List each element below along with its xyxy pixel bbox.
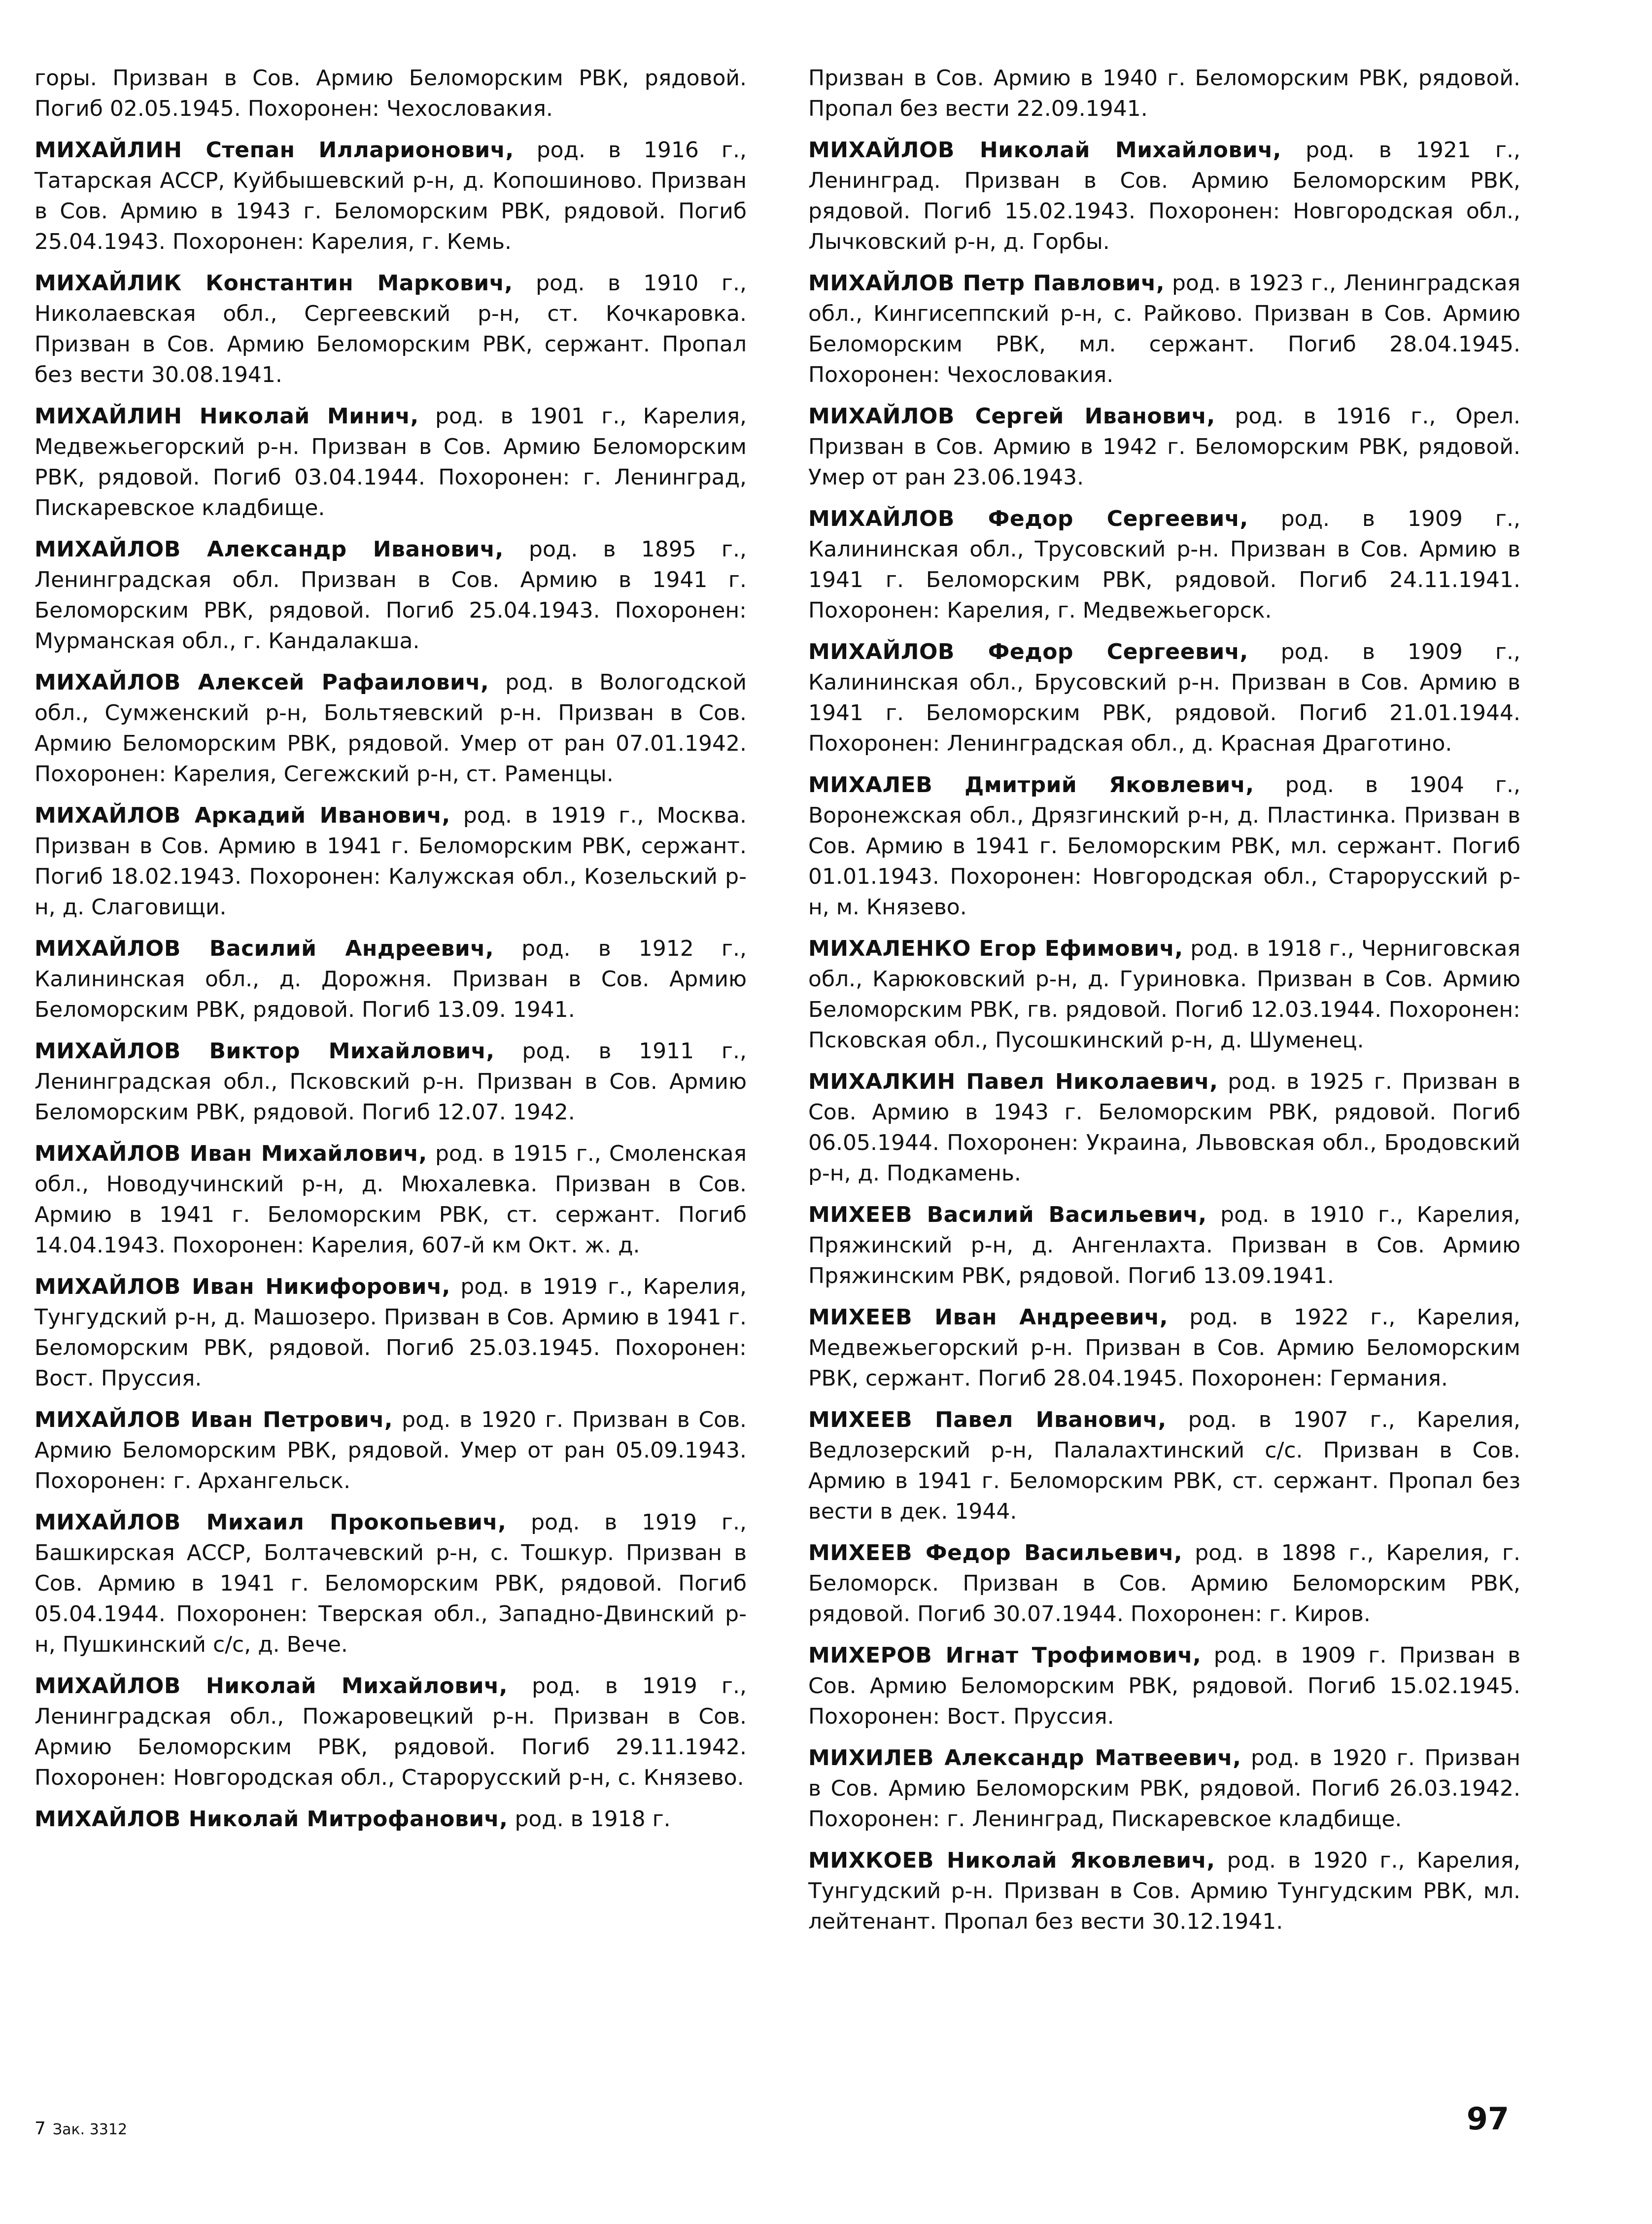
person-name: МИХАЙЛОВ Михаил Прокопьевич, [34, 1510, 507, 1535]
person-details: род. в 1922 г., Карелия, Медвежьегорский р-н. Призван в Сов. Армию Беломорским РВК, сержант. Погиб 28.04.1945. Похоронен: Германия. [808, 1305, 1521, 1391]
biography-entry [34, 1272, 747, 1394]
biography-entry [808, 770, 1520, 923]
biography-entry [808, 401, 1520, 493]
right-column [808, 63, 1520, 1948]
person-name: МИХАЛЕВ Дмитрий Яковлевич, [808, 772, 1254, 798]
person-details: род. в 1916 г., Татарская АССР, Куйбышевский р-н, д. Копошиново. Призван в Сов. Армию в 1943 г. Беломорским РВК, рядовой. Погиб 25.04.1943. Похоронен: Карелия, г. Кемь. [34, 138, 747, 254]
person-name: МИХАЙЛОВ Петр Павлович, [808, 271, 1165, 296]
biography-entry [34, 63, 747, 124]
person-details: род. в 1918 г., Черниговская обл., Карюковский р-н, д. Гуриновка. Призван в Сов. Армию Беломорским РВК, гв. рядовой. Погиб 12.03.1944. Похоронен: Псковская обл., Пусошкинский р-н, д. Шуменец. [808, 936, 1520, 1053]
person-name: МИХЕЕВ Иван Андреевич, [808, 1305, 1168, 1330]
biography-entry [808, 1405, 1520, 1527]
person-details: род. в 1919 г., Ленинградская обл., Пожаровецкий р-н. Призван в Сов. Армию Беломорским РВК, рядовой. Погиб 29.11.1942. Похоронен: Новгородская обл., Старорусский р-н, с. Князево. [34, 1673, 747, 1790]
person-name: МИХАЙЛОВ Николай Митрофанович, [34, 1807, 508, 1832]
person-details: род. в 1909 г., Калининская обл., Трусовский р-н. Призван в Сов. Армию в 1941 г. Беломорским РВК, рядовой. Погиб 24.11.1941. Похоронен: Карелия, г. Медвежьегорск. [808, 506, 1521, 623]
person-name: МИХАЙЛОВ Александр Иванович, [34, 537, 504, 562]
person-details: род. в 1916 г., Орел. Призван в Сов. Армию в 1942 г. Беломорским РВК, рядовой. Умер от ран 23.06.1943. [808, 404, 1520, 490]
person-details: род. в 1911 г., Ленинградская обл., Псковский р-н. Призван в Сов. Армию Беломорским РВК, рядовой. Погиб 12.07. 1942. [34, 1039, 747, 1125]
biography-entry [808, 1743, 1520, 1835]
person-details: род. в 1925 г. Призван в Сов. Армию в 1943 г. Беломорским РВК, рядовой. Погиб 06.05.1944. Похоронен: Украина, Львовская обл., Бродовский р-н, д. Подкамень. [808, 1069, 1520, 1186]
person-name: МИХЕЕВ Павел Иванович, [808, 1407, 1167, 1432]
person-details: род. в 1904 г., Воронежская обл., Дрязгинский р-н, д. Пластинка. Призван в Сов. Армию в 1941 г. Беломорским РВК, мл. сержант. Погиб 01.01.1943. Похоронен: Новгородская обл., Старорусский р-н, м. Князево. [808, 772, 1521, 920]
biography-entry [808, 135, 1520, 257]
person-name: МИХАЙЛОВ Василий Андреевич, [34, 936, 494, 961]
biography-entry [34, 1405, 747, 1496]
person-name: МИХАЙЛИН Николай Минич, [34, 404, 419, 429]
person-details: род. в 1920 г., Карелия, Тунгудский р-н. Призван в Сов. Армию Тунгудским РВК, мл. лейтенант. Пропал без вести 30.12.1941. [808, 1848, 1521, 1934]
person-details: род. в 1919 г., Москва. Призван в Сов. Армию в 1941 г. Беломорским РВК, сержант. Погиб 18.02.1943. Похоронен: Калужская обл., Козельский р-н, д. Слаговищи. [34, 803, 747, 920]
person-name: МИХАЙЛОВ Федор Сергеевич, [808, 506, 1248, 531]
person-name: МИХАЙЛОВ Николай Михайлович, [808, 138, 1281, 163]
biography-entry [34, 1671, 747, 1793]
person-details: род. в 1910 г., Николаевская обл., Сергеевский р-н, ст. Кочкаровка. Призван в Сов. Армию Беломорским РВК, сержант. Пропал без вести 30.08.1941. [34, 271, 747, 387]
person-name: МИХИЛЕВ Александр Матвеевич, [808, 1745, 1241, 1771]
person-details: род. в 1920 г. Призван в Сов. Армию Беломорским РВК, рядовой. Умер от ран 05.09.1943. Похоронен: г. Архангельск. [34, 1407, 747, 1494]
person-details: род. в 1901 г., Карелия, Медвежьегорский р-н. Призван в Сов. Армию Беломорским РВК, рядовой. Погиб 03.04.1944. Похоронен: г. Ленинград, Пискаревское кладбище. [34, 404, 747, 521]
person-details: род. в 1895 г., Ленинградская обл. Призван в Сов. Армию в 1941 г. Беломорским РВК, рядовой. Погиб 25.04.1943. Похоронен: Мурманская обл., г. Кандалакша. [34, 537, 747, 654]
person-name: МИХАЙЛОВ Сергей Иванович, [808, 404, 1215, 429]
person-details: род. в 1921 г., Ленинград. Призван в Сов. Армию Беломорским РВК, рядовой. Погиб 15.02.1943. Похоронен: Новгородская обл., Лычковский р-н, д. Горбы. [808, 138, 1520, 254]
biography-entry [808, 1200, 1520, 1291]
person-details: Призван в Сов. Армию в 1940 г. Беломорским РВК, рядовой. Пропал без вести 22.09.1941. [808, 66, 1520, 121]
biography-entry [34, 135, 747, 257]
person-details: род. в 1909 г., Калининская обл., Брусовский р-н. Призван в Сов. Армию в 1941 г. Беломорским РВК, рядовой. Погиб 21.01.1944. Похоронен: Ленинградская обл., д. Красная Драготино. [808, 639, 1521, 756]
biography-entry [808, 63, 1520, 124]
person-name: МИХАЙЛОВ Иван Никифорович, [34, 1274, 450, 1299]
person-name: МИХАЙЛОВ Николай Михайлович, [34, 1673, 508, 1699]
person-name: МИХАЛЕНКО Егор Ефимович, [808, 936, 1183, 961]
person-details: род. в 1919 г., Башкирская АССР, Болтачевский р-н, с. Тошкур. Призван в Сов. Армию в 1941 г. Беломорским РВК, рядовой. Погиб 05.04.1944. Похоронен: Тверская обл., Западно-Двинский р-н, Пушкинский с/с, д. Вече. [34, 1510, 747, 1657]
biography-entry [808, 1302, 1520, 1394]
biography-entry [34, 268, 747, 390]
person-details: род. в 1907 г., Карелия, Ведлозерский р-н, Палалахтинский с/с. Призван в Сов. Армию в 1941 г. Беломорским РВК, ст. сержант. Пропал без вести в дек. 1944. [808, 1407, 1520, 1524]
person-details: род. в 1920 г. Призван в Сов. Армию Беломорским РВК, рядовой. Погиб 26.03.1942. Похоронен: г. Ленинград, Пискаревское кладбище. [808, 1745, 1520, 1832]
biography-entry [34, 800, 747, 923]
person-details: горы. Призван в Сов. Армию Беломорским РВК, рядовой. Погиб 02.05.1945. Похоронен: Чехословакия. [34, 66, 747, 121]
left-column [34, 63, 747, 1845]
person-name: МИХАЛКИН Павел Николаевич, [808, 1069, 1218, 1094]
signature-number: 7 [34, 2119, 46, 2139]
print-order-code: Зак. 3312 [52, 2121, 128, 2138]
biography-entry [808, 637, 1520, 759]
biography-entry [34, 1507, 747, 1660]
person-details: род. в 1909 г. Призван в Сов. Армию Беломорским РВК, рядовой. Погиб 15.02.1945. Похоронен: Вост. Пруссия. [808, 1643, 1520, 1729]
person-name: МИХАЙЛОВ Алексей Рафаилович, [34, 670, 489, 695]
person-details: род. в 1912 г., Калининская обл., д. Дорожня. Призван в Сов. Армию Беломорским РВК, рядовой. Погиб 13.09. 1941. [34, 936, 747, 1022]
biography-entry [34, 401, 747, 523]
person-name: МИХАЙЛОВ Иван Петрович, [34, 1407, 393, 1432]
person-name: МИХЕЕВ Федор Васильевич, [808, 1540, 1183, 1565]
biography-entry [808, 1845, 1520, 1937]
person-details: род. в 1898 г., Карелия, г. Беломорск. Призван в Сов. Армию Беломорским РВК, рядовой. Погиб 30.07.1944. Похоронен: г. Киров. [808, 1540, 1521, 1627]
biography-entry [808, 504, 1520, 626]
biography-entry [808, 1640, 1520, 1732]
biography-entry [808, 934, 1520, 1056]
person-name: МИХАЙЛИН Степан Илларионович, [34, 138, 514, 163]
person-name: МИХАЙЛИК Константин Маркович, [34, 271, 513, 296]
biography-entry [808, 1538, 1520, 1630]
person-name: МИХАЙЛОВ Федор Сергеевич, [808, 639, 1248, 664]
biography-entry [34, 1139, 747, 1261]
person-name: МИХЕРОВ Игнат Трофимович, [808, 1643, 1202, 1668]
biography-entry [808, 1067, 1520, 1189]
person-name: МИХАЙЛОВ Аркадий Иванович, [34, 803, 450, 828]
biography-entry [808, 268, 1520, 390]
person-details: род. в 1918 г. [508, 1807, 671, 1832]
person-details: род. в 1915 г., Смоленская обл., Новодучинский р-н, д. Мюхалевка. Призван в Сов. Армию в 1941 г. Беломорским РВК, ст. сержант. Погиб 14.04.1943. Похоронен: Карелия, 607-й км Окт. ж. д. [34, 1141, 747, 1258]
biography-entry [34, 1036, 747, 1128]
biography-entry [34, 934, 747, 1025]
person-details: род. в Вологодской обл., Сумженский р-н, Больтяевский р-н. Призван в Сов. Армию Беломорским РВК, рядовой. Умер от ран 07.01.1942. Похоронен: Карелия, Сегежский р-н, ст. Раменцы. [34, 670, 747, 787]
person-name: МИХЕЕВ Василий Васильевич, [808, 1202, 1207, 1227]
print-signature [34, 2119, 127, 2139]
person-name: МИХКОЕВ Николай Яковлевич, [808, 1848, 1215, 1873]
biography-entry [34, 667, 747, 790]
person-details: род. в 1919 г., Карелия, Тунгудский р-н, д. Машозеро. Призван в Сов. Армию в 1941 г. Беломорским РВК, рядовой. Погиб 25.03.1945. Похоронен: Вост. Пруссия. [34, 1274, 747, 1391]
biography-entry [34, 1804, 747, 1835]
person-details: род. в 1923 г., Ленинградская обл., Кингисеппский р-н, с. Райково. Призван в Сов. Армию Беломорским РВК, мл. сержант. Погиб 28.04.1945. Похоронен: Чехословакия. [808, 271, 1520, 387]
person-details: род. в 1910 г., Карелия, Пряжинский р-н, д. Ангенлахта. Призван в Сов. Армию Пряжинским РВК, рядовой. Погиб 13.09.1941. [808, 1202, 1520, 1288]
biography-entry [34, 534, 747, 657]
person-name: МИХАЙЛОВ Иван Михайлович, [34, 1141, 427, 1166]
person-name: МИХАЙЛОВ Виктор Михайлович, [34, 1039, 495, 1064]
page-number: 97 [1466, 2101, 1509, 2137]
